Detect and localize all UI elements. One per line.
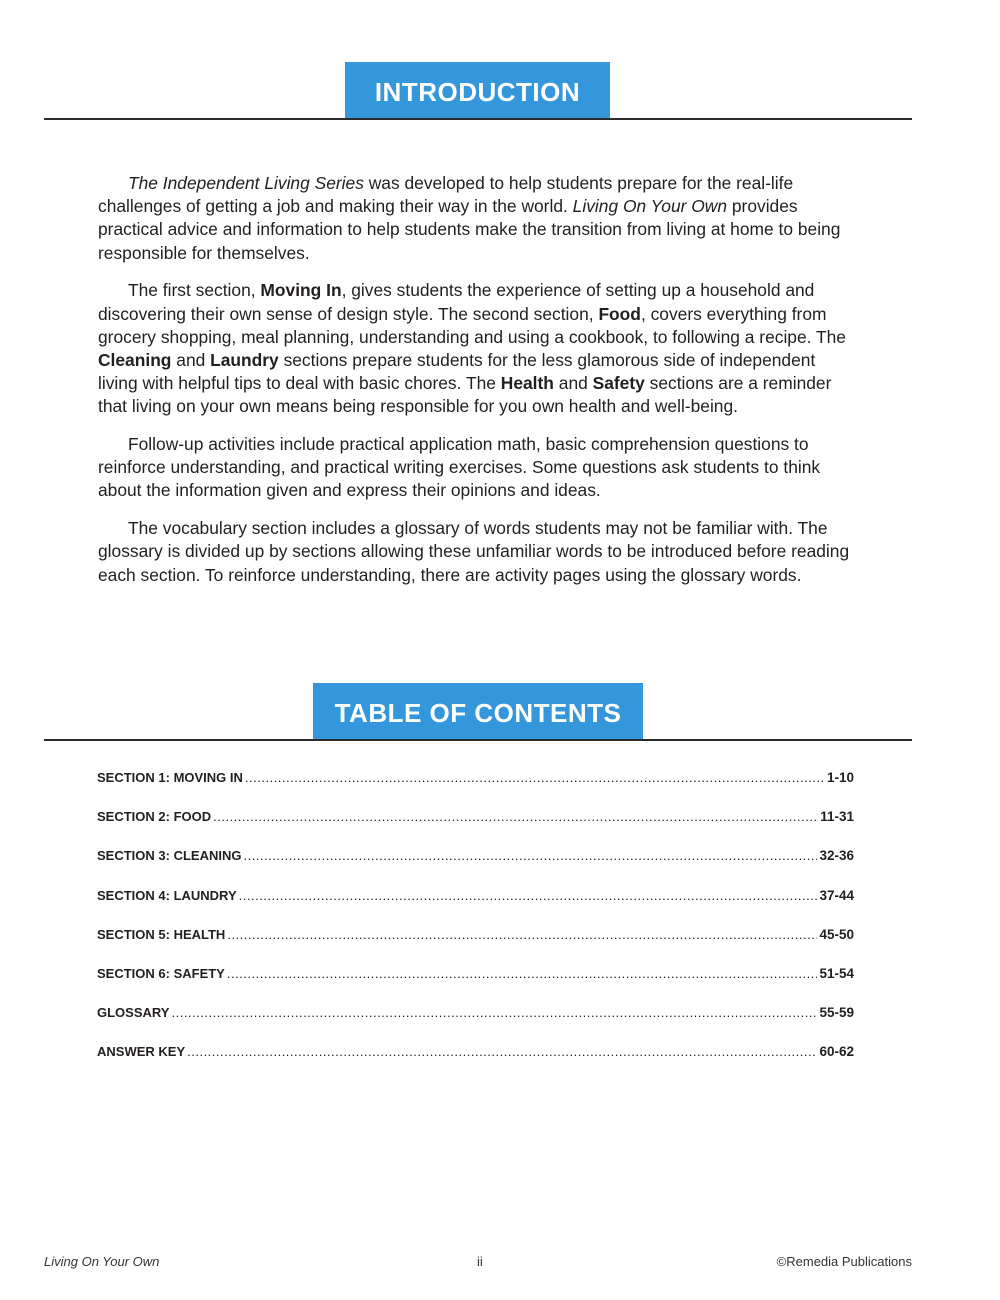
footer-page-number: ii	[477, 1254, 483, 1269]
text-segment: and	[553, 373, 593, 394]
toc-entry-label: SECTION 3: CLEANING	[97, 848, 242, 864]
intro-paragraph	[98, 279, 858, 418]
text-segment: was developed to help students prepare for the real-life challenges of getting a job and making their way in the world.	[98, 173, 794, 217]
bold-text-segment: Food	[598, 303, 641, 324]
toc-entry[interactable]	[97, 927, 854, 966]
italic-text-segment: The Independent Living Series	[128, 173, 364, 193]
toc-entry-pages: 1-10	[826, 770, 854, 785]
bold-text-segment: Laundry	[210, 349, 279, 370]
toc-entry[interactable]	[97, 966, 854, 1005]
toc-entry-pages: 37-44	[819, 887, 854, 903]
toc-entry-label: SECTION 5: HEALTH	[97, 926, 226, 942]
toc-entry[interactable]	[97, 770, 854, 809]
text-segment: provides practical advice and information to help students make the transition from living at home to being responsible for themselves.	[98, 196, 841, 263]
toc-entry[interactable]	[97, 1044, 854, 1083]
toc-entry-label: GLOSSARY	[97, 1005, 170, 1021]
toc-entry[interactable]	[97, 888, 854, 927]
toc-entry-pages: 32-36	[819, 848, 854, 864]
text-segment: sections are a reminder that living on your own means being responsible for you own health and well-being.	[98, 373, 832, 417]
toc-entry-label: SECTION 6: SAFETY	[97, 965, 225, 981]
toc-entry-pages: 51-54	[819, 965, 854, 981]
toc-leader-dots	[243, 848, 817, 863]
toc-entry[interactable]	[97, 1005, 854, 1044]
intro-paragraph	[98, 433, 858, 503]
toc-entry-pages: 60-62	[819, 1044, 854, 1060]
toc-heading: TABLE OF CONTENTS	[313, 683, 643, 739]
toc-entry-label: ANSWER KEY	[97, 1044, 186, 1060]
toc-leader-dots	[171, 1005, 817, 1020]
bold-text-segment: Safety	[592, 373, 645, 394]
toc-leader-dots	[187, 1044, 817, 1059]
toc-entry-label: SECTION 4: LAUNDRY	[97, 887, 237, 903]
introduction-body	[98, 172, 858, 601]
text-segment: The vocabulary section includes a glossary of words students may not be familiar with. The glossary is divided up by sections allowing these unfamiliar words to be introduced before reading each section. To reinforce understanding, there are activity pages using the glossary words.	[98, 518, 850, 585]
toc-entry-pages: 11-31	[820, 809, 854, 825]
toc-entry-pages: 45-50	[819, 926, 854, 942]
toc-entry[interactable]	[97, 809, 854, 848]
italic-text-segment: Living On Your Own	[572, 196, 728, 217]
bold-text-segment: Moving In	[260, 280, 342, 301]
text-segment: , gives students the experience of setting up a household and discovering their own sense of design style. The second section,	[98, 280, 815, 324]
toc-leader-dots	[245, 770, 825, 785]
introduction-heading: INTRODUCTION	[345, 62, 610, 118]
table-of-contents	[97, 770, 854, 1084]
toc-entry-label: SECTION 2: FOOD	[97, 809, 212, 825]
intro-paragraph	[98, 172, 858, 265]
toc-leader-dots	[227, 966, 818, 981]
bold-text-segment: Health	[500, 373, 554, 394]
bold-text-segment: Cleaning	[98, 349, 172, 370]
footer-book-title: Living On Your Own	[44, 1254, 160, 1269]
toc-leader-dots	[213, 809, 818, 824]
toc-leader-dots	[227, 927, 817, 942]
text-segment: , covers everything from grocery shopping, meal planning, understanding and using a cookbook, to following a recipe. The	[98, 303, 846, 347]
toc-entry[interactable]	[97, 848, 854, 887]
introduction-header	[44, 60, 912, 120]
toc-entry-label: SECTION 1: MOVING IN	[97, 770, 243, 785]
text-segment: and	[171, 349, 211, 370]
text-segment: Follow-up activities include practical application math, basic comprehension questions to reinforce understanding, and practical writing exercises. Some questions ask students to think about the information given and express their opinions and ideas.	[98, 434, 821, 501]
toc-header	[44, 681, 912, 741]
toc-leader-dots	[239, 888, 818, 903]
text-segment: sections prepare students for the less glamorous side of independent living with helpful tips to deal with basic chores. The	[98, 349, 816, 394]
text-segment: The first section,	[128, 280, 261, 301]
intro-paragraph	[98, 517, 858, 587]
toc-entry-pages: 55-59	[819, 1005, 854, 1021]
footer-publisher: ©Remedia Publications	[776, 1254, 912, 1269]
